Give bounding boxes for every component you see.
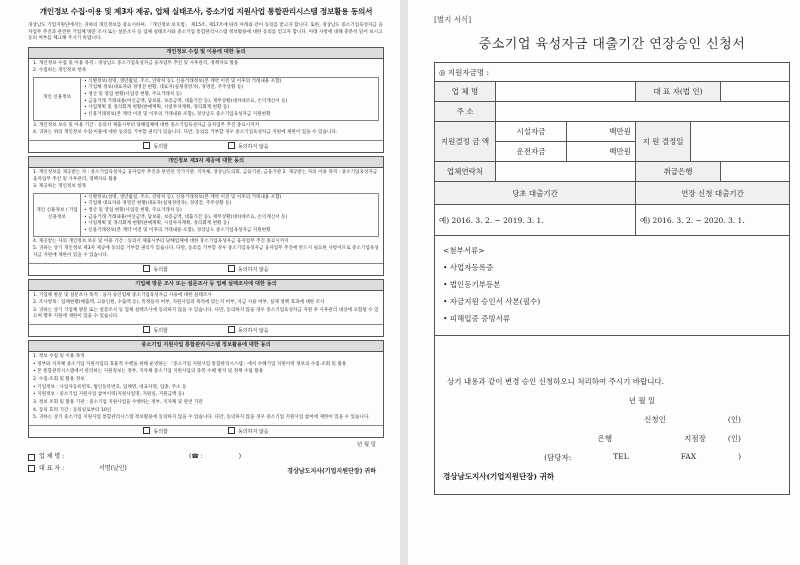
section-text: 4. 귀하는 위의 개인정보 수집·이용에 대한 동의를 거부할 권리가 있습니다. 다만, 동의를 거부할 경우 중소기업육성자금 지원에 제한이 있을 수 있습니다. [33, 130, 338, 136]
attachment-item: • 자금지원 승인서 사본(필수) [443, 297, 541, 306]
info-item: • 사업계획 및 경리회계 현황(판매계획, 시설투자계획, 경리회계 현황 등) [84, 105, 230, 111]
manager-label: 지점장 [684, 434, 706, 443]
disagree-option[interactable] [228, 326, 269, 335]
application-table [434, 62, 790, 236]
section-text: 1. 기업체 방문 및 설문조사 목적 : 융자 승인업체 중소기업육성자금 사용에 대한 실태조사 [33, 292, 212, 298]
disagree-option[interactable] [228, 427, 269, 436]
facility-fund-unit[interactable]: 백만원 [567, 122, 636, 142]
info-category: 개인 신용정보 / 기업 신용정보 [34, 194, 81, 236]
checkbox-icon[interactable] [228, 265, 235, 272]
disagree-option[interactable] [228, 265, 269, 274]
info-item: • 기업체 정보(대표자와 경영진 현황, 대표자(실제경영자), 경영진, 주주상황 등) [84, 85, 244, 91]
rep-label: 대 표 자 : [39, 464, 65, 472]
manager-seal[interactable]: (인) [727, 434, 741, 443]
section-text: 3. 정보 조회 및 활용 기관 : 중소기업 지원사업을 수행하는 정부, 지자체 및 관련 기관 [33, 399, 203, 405]
agree-option[interactable] [143, 142, 168, 151]
phone-label: (☎ : [189, 452, 203, 460]
staff-row [443, 452, 741, 463]
attachment-item: • 피해입증 증빙서류 [443, 314, 511, 323]
section-heading: 중소기업 지원사업 통합관리시스템 정보활용에 대한 동의 [29, 341, 383, 352]
disagree-label: 동의하지 않음 [237, 144, 269, 151]
section-text: 4. 제공받는 자의 개인정보 보유 및 이용 기간 : 동의서 제출시부터 당해업체에 대한 중소기업육성자금 융자업무 추진 종료시까지 [33, 238, 289, 244]
agree-label: 동의함 [153, 144, 168, 151]
phone-close: ) [238, 452, 242, 460]
consent-section [28, 279, 384, 337]
agree-label: 동의함 [153, 428, 168, 435]
agree-option[interactable] [143, 326, 168, 335]
disagree-label: 동의하지 않음 [237, 328, 269, 335]
request-date[interactable]: 년 월 일 [628, 396, 656, 405]
extension-period-label: 연장 신청 대출기간 [636, 182, 790, 205]
section-text: 2. 수집·조회 및 활용 정보 [33, 376, 85, 382]
application-footer: 경상남도지사(기업지원단장) 귀하 [443, 472, 555, 481]
consent-section [28, 47, 384, 153]
bank-label: 취급은행 [636, 162, 721, 182]
agree-row [29, 324, 383, 336]
fund-name-label: ◎ 지원자금명 : [435, 63, 790, 82]
rep-signature[interactable]: 서명(날인) [99, 464, 127, 472]
consent-section [28, 156, 384, 276]
tel-label: TEL [613, 452, 629, 461]
applicant-label: 신청인 [644, 415, 666, 424]
extension-period-field[interactable]: 예) 2016. 3. 2. ~ 2020. 3. 1. [636, 205, 790, 236]
bank-field[interactable] [721, 162, 790, 182]
section-text: 3. 귀하는 상기 기업체 방문 또는 설문조사 등 업체 실태조사에 동의하지 않을 수 있습니다. 다만, 동의하지 않을 경우 중소기업육성자금 지원 후 사후관리 대상에 포함될 수 있으며 향후 지원에 제한이 있을 수 있습니다. [33, 307, 379, 320]
application-title: 중소기업 육성자금 대출기간 연장승인 신청서 [478, 37, 746, 52]
info-item: • 금융거래 거래내용(여신금액, 담보물, 보증금액, 대출기간 등), 재무상황(대차대조표, 손익계산서 등) [84, 98, 288, 104]
contact-label: 업체연락처 [435, 162, 496, 182]
section-text: 3. 제공하는 개인정보 항목 [33, 184, 87, 190]
info-item: • 사업계획 및 경리회계 현황(판매계획, 시설투자계획, 경리회계 현황 등) [84, 221, 230, 227]
company-sign-row [28, 453, 384, 462]
staff-close: ) [738, 452, 741, 461]
agree-row [29, 140, 383, 152]
section-text: 5. 귀하는 상기 개인정보 제3자 제공에 동의를 거부할 권리가 있습니다. 다만, 동의를 거부할 경우 중소기업육성자금 융자업무 추진에 반드시 필요한 사항이므로 중소기업육성자금 지원에 제한이 있을 수 있습니다. [33, 246, 379, 259]
original-period-label: 당초 대출기간 [435, 182, 636, 205]
page-divider [400, 0, 408, 565]
attachment-item: • 법인등기부등본 [443, 280, 501, 289]
info-item: • 신용거래정보(본 계약 이전 및 이후의 거래내용 포함), 경상남도 중소기업육성자금 지원현황 [84, 228, 271, 234]
checkbox-icon[interactable] [28, 465, 35, 472]
company-name-field[interactable] [496, 82, 636, 102]
section-text: 1. 개인정보 수집 및 이용 목적 : 경상남도 중소기업육성자금 융자업무 추진 및 사후관리, 정책자료 활용 [33, 60, 239, 66]
fax-label: FAX [680, 452, 697, 461]
operating-fund-unit[interactable]: 백만원 [567, 142, 636, 162]
address-field[interactable] [496, 102, 790, 122]
section-text: • 기업정보 : 사업자등록번호, 법인등록번호, 업체명, 대표자명, 업종, 주소 등 [33, 384, 187, 390]
info-item: • 금융거래 거래내용(여신금액, 담보물, 보증금액, 대출기간 등), 재무상황(대차대조표, 손익계산서 등) [84, 214, 288, 220]
agree-row [29, 263, 383, 275]
section-text: 1. 정보 수집 및 이용 목적 [33, 353, 85, 359]
section-heading: 개인정보 제3자 제공에 대한 동의 [29, 157, 383, 168]
agree-row [29, 425, 383, 437]
company-label: 업 체 명 : [39, 452, 65, 460]
attachments-heading: <첨부서류> [443, 246, 485, 255]
disagree-option[interactable] [228, 142, 269, 151]
section-text: • 지원정보 : 중소기업 지원사업 참여이력(지원사업명, 지원일, 지원금액 등) [33, 392, 185, 398]
operating-fund-label: 운전자금 [496, 142, 567, 162]
consent-section [28, 340, 384, 438]
consent-footer: 경상남도지사(기업지원단장) 귀하 [287, 468, 376, 476]
agree-option[interactable] [143, 427, 168, 436]
disagree-label: 동의하지 않음 [237, 428, 269, 435]
info-item: • 신용거래정보(본 계약 이전 및 이후의 거래내용 포함), 경상남도 중소기업육성자금 지원현황 [84, 112, 271, 118]
company-name-label: 업 체 명 [435, 82, 496, 102]
info-category: 개인 신용정보 [34, 78, 81, 120]
applicant-row [443, 414, 741, 425]
original-period-field[interactable]: 예) 2016. 3. 2. ~ 2019. 3. 1. [435, 205, 636, 236]
section-text: • 본 통합관리시스템에서 관리하는 지원정보는 정부, 지자체 중소기업 지원사업의 중복 수혜 방지 및 정책 수립 활용 [33, 369, 264, 375]
fund-amount-label: 지원결정 금 액 [435, 122, 496, 162]
section-text: 5. 귀하는 상기 중소기업 지원사업 통합관리시스템 정보활용에 동의하지 않을 수 있습니다. 다만, 동의하지 않을 경우 중소기업 지원사업 참여에 제한이 있을 수 있습니다. [33, 415, 370, 421]
checkbox-icon[interactable] [28, 454, 35, 461]
bank-name-label: 은행 [597, 434, 613, 443]
info-item: • 생산 및 영업 현황(사업장 현황, 주요거래처 등) [84, 92, 182, 98]
info-items-table [33, 193, 379, 237]
staff-label: (담당자: [544, 453, 572, 462]
address-label: 주 소 [435, 102, 496, 122]
checkbox-icon[interactable] [228, 142, 235, 149]
checkbox-icon[interactable] [143, 142, 150, 149]
info-item: • 식별정보(성명, 생년월일, 주소, 연락처 등), 신용거래정보(본 계약 이전 및 이후의 거래내용 포함) [84, 78, 282, 84]
agree-label: 동의함 [153, 328, 168, 335]
attachments-box [434, 236, 790, 336]
agree-option[interactable] [143, 265, 168, 274]
rep-name-label: 대 표 자(법 인) [636, 82, 721, 102]
info-item: • 생산 및 영업 현황(사업장 현황, 주요거래처 등) [84, 208, 182, 214]
info-items-table [33, 77, 379, 121]
application-form-page [408, 0, 800, 565]
section-text: 4. 동의 효력 기간 : 동의일로부터 10년 [33, 407, 112, 413]
contact-field[interactable] [496, 162, 636, 182]
checkbox-icon[interactable] [143, 427, 150, 434]
request-text: 상기 내용과 같이 변경 승인 신청하오니 처리하여 주시기 바랍니다. [447, 377, 665, 386]
rep-name-field[interactable] [721, 82, 790, 102]
section-heading: 개인정보 수집 및 이용에 대한 동의 [29, 48, 383, 59]
bank-row [443, 433, 741, 444]
disagree-label: 동의하지 않음 [237, 266, 269, 273]
agree-label: 동의함 [153, 266, 168, 273]
form-label: [별지 서식] [434, 15, 472, 24]
section-text: 3. 개인정보 보유 및 이용 기간 : 동의서 제출시부터 당해업체에 대한 중소기업육성자금 융자업무 추진 종료시까지 [33, 122, 260, 128]
consent-date: 년 월 일 [356, 442, 376, 449]
section-text: 2. 조사항목 : 업체현황(매출액, 고용인원, 수출액 등), 특정융자 여부, 지원사업과 목적에 맞는지 여부, 자금 사용 여부, 실제 정책 효과에 대한 조사 [33, 300, 325, 306]
decision-date-label: 지 원 결정일 [636, 122, 691, 162]
request-box [434, 336, 790, 495]
consent-title: 개인정보 수집·이용 및 제3자 제공, 업체 실태조사, 중소기업 지원사업 통합관리시스템 정보활용 동의서 [39, 7, 373, 16]
attachment-item: • 사업자등록증 [443, 263, 494, 272]
checkbox-icon[interactable] [228, 326, 235, 333]
section-heading: 기업체 방문 조사 또는 설문조사 등 업체 실태조사에 대한 동의 [29, 280, 383, 291]
facility-fund-label: 시설자금 [496, 122, 567, 142]
consent-intro: 경상남도 기업지원단에서는 귀하의 개인정보를 중요시하며, 「개인정보 보호법」 제15조, 제17조에 따라 아래와 같이 동의를 받고자 합니다. 또한, 경상남도 중소기업육성자금 융자업무 추진과 관련한 기업체 방문 조사 또는 설문조사 등 업체 실태조사와 중소기업 통합관리시스템 정보활용에 대한 동의를 얻고자 합니다. 아래 사항에 대해 충분히 읽어 보시고 동의 여부를 체크해 주시기 바랍니다. [28, 23, 383, 42]
info-item: • 식별정보(성명, 생년월일, 주소, 연락처 등), 신용거래정보(본 계약 이전 및 이후의 거래내용 포함) [84, 194, 282, 200]
applicant-seal[interactable]: (인) [727, 415, 741, 424]
section-text: 1. 개인정보를 제공받는 자 : 중소기업육성자금 융자업무 추진과 관련된 국가기관, 지자체, 경상남도의회, 금융기관, 금융기관 2. 제공받는 자의 이용 목적 : 중소기업육성자금 융자업무 추진 및 사후관리, 정책자료 활용 [33, 169, 378, 182]
section-text: 2. 수집하는 개인정보 항목 [33, 68, 87, 74]
checkbox-icon[interactable] [228, 427, 235, 434]
checkbox-icon[interactable] [143, 265, 150, 272]
section-text: • 정부와 지자체 중소기업 지원사업의 효율적 수행을 위해 운영하는 「중소기업 지원사업 통합관리시스템」에서 수혜기업 지원이력 정보의 수집·조회 및 활용 [33, 361, 347, 367]
decision-date-field[interactable] [691, 122, 790, 162]
info-item: • 기업체 대표자와 경영진 현황(대표자(실제경영자), 경영진, 주주상황 등) [84, 201, 232, 207]
checkbox-icon[interactable] [143, 326, 150, 333]
consent-sections [28, 47, 384, 438]
